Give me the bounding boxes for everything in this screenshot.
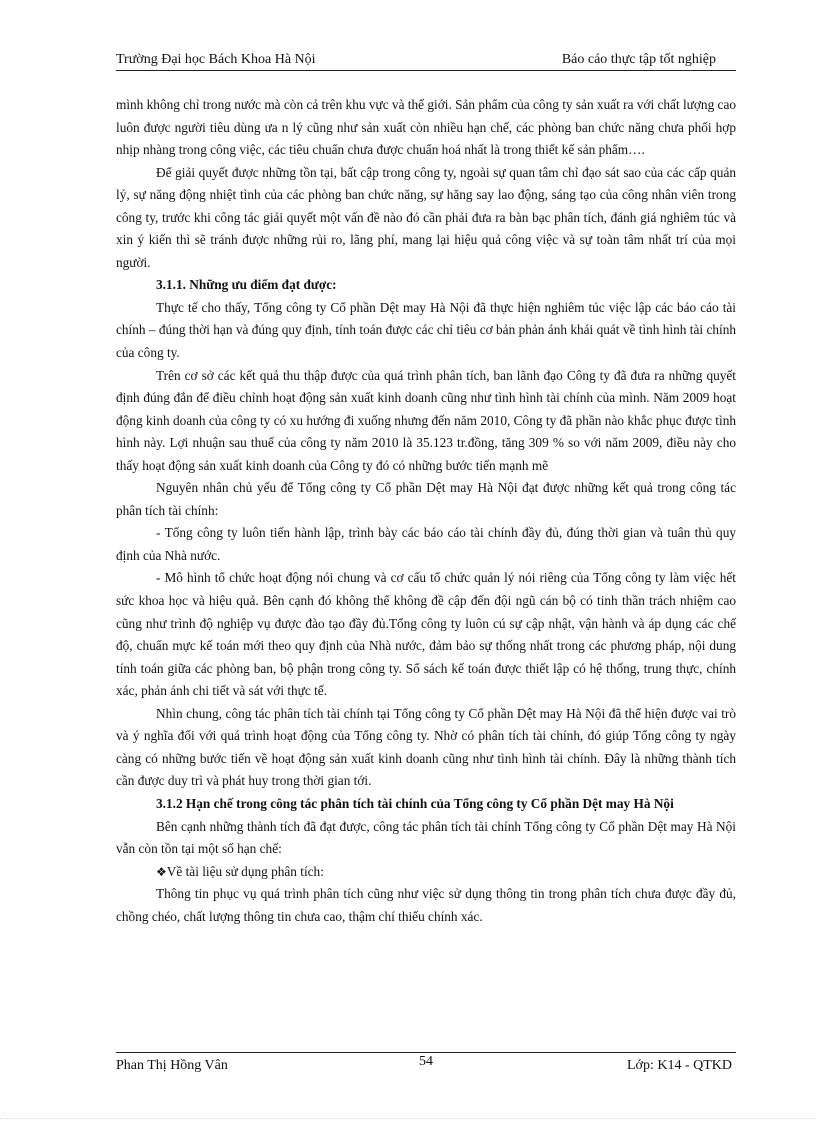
paragraph: Nguyên nhân chủ yếu để Tổng công ty Cổ phần Dệt may Hà Nội đạt được những kết quả trong công tác phân tích tài chính: xyxy=(116,480,736,518)
header-report-title: Báo cáo thực tập tốt nghiệp xyxy=(561,52,716,67)
footer-class: Lớp: K14 - QTKD xyxy=(627,1058,732,1073)
list-item: - Mô hình tổ chức hoạt động nói chung và cơ cấu tổ chức quản lý nói riêng của Tổng công ty làm việc hết sức khoa học và hiệu quả. Bên cạnh đó không thể không đề cập đến đội ngũ cán bộ có tinh thần trách nhiệm cao cũng như trình độ nghiệp vụ được đào tạo đầy đủ.Tổng công ty luôn cú sự cập nhật, vận hành và áp dụng các chế độ, chuẩn mực kế toán mới theo quy định của Nhà nước, đảm bảo sự thống nhất trong các phương pháp, nội dung tính toán giữa các phòng ban, bộ phận trong công ty. Sổ sách kế toán được thiết lập có hệ thống, trung thực, chính xác, phản ánh chi tiết và sát với thực tế. xyxy=(116,570,736,699)
page-footer xyxy=(116,1056,736,1076)
section-heading-3-1-1: 3.1.1. Những ưu điểm đạt được: xyxy=(156,277,337,293)
footer-author: Phan Thị Hồng Vân xyxy=(116,1058,228,1073)
paragraph: Trên cơ sở các kết quả thu thập được của quá trình phân tích, ban lãnh đạo Công ty đã đưa ra những quyết định đúng đắn để điều chỉnh hoạt động sản xuất kinh doanh cũng như tình hình tài chính của mình. Năm 2009 hoạt động kinh doanh của công ty có xu hướng đi xuống nhưng đến năm 2010, Công ty đã phần nào khắc phục được tình hình này. Lợi nhuận sau thuế của công ty năm 2010 là 35.123 tr.đồng, tăng 309 % so với năm 2009, điều này cho thấy hoạt động sản xuất kinh doanh của Công ty đó có những bước tiến mạnh mẽ xyxy=(116,367,736,473)
bullet-text: Về tài liệu sử dụng phân tích: xyxy=(166,863,324,879)
footer-divider xyxy=(116,1052,736,1053)
section-heading-3-1-2: 3.1.2 Hạn chế trong công tác phân tích tài chính của Tổng công ty Cổ phần Dệt may Hà Nội xyxy=(156,795,674,811)
bullet-item xyxy=(116,861,736,884)
page-body xyxy=(116,94,736,928)
paragraph: Bên cạnh những thành tích đã đạt được, công tác phân tích tài chính Tổng công ty Cổ phần Dệt may Hà Nội vẫn còn tồn tại một số hạn chế: xyxy=(116,818,736,857)
paragraph: Thực tế cho thấy, Tổng công ty Cổ phần Dệt may Hà Nội đã thực hiện nghiêm túc việc lập các báo cáo tài chính – đúng thời hạn và đúng quy định, tính toán được các chỉ tiêu cơ bản phản ánh khái quát về tình hình tài chính của công ty. xyxy=(116,299,736,361)
paragraph: Để giải quyết được những tồn tại, bất cập trong công ty, ngoài sự quan tâm chỉ đạo sát sao của các cấp quản lý, sự năng động nhiệt tình của các phòng ban chức năng, sự hăng say lao động, sáng tạo của công nhân viên trong công ty, trước khi công tác giải quyết một vấn đề nào đó cần phải đưa ra bàn bạc phân tích, đánh giá nghiêm túc và xin ý kiến thì sẽ tránh được những rủi ro, lãng phí, mang lại hiệu quả công việc và sự toàn tâm nhất trí của mọi người. xyxy=(116,164,736,270)
paragraph: mình không chỉ trong nước mà còn cả trên khu vực và thế giới. Sản phẩm của công ty sản xuất ra với chất lượng cao luôn được người tiêu dùng ưa n lý cũng như sản xuất còn nhiều hạn chế, các phòng ban chức năng chưa phối hợp nhịp nhàng trong công việc, các tiêu chuẩn chưa được chuẩn hoá nhất là trong thiết kế sản phẩm…. xyxy=(116,97,736,158)
page-edge-divider xyxy=(0,1118,816,1120)
paragraph: Thông tin phục vụ quá trình phân tích cũng như việc sử dụng thông tin trong phân tích chưa được đầy đủ, chồng chéo, chất lượng thông tin chưa cao, thậm chí thiếu chính xác. xyxy=(116,886,736,924)
page-number: 54 xyxy=(419,1054,433,1069)
paragraph: Nhìn chung, công tác phân tích tài chính tại Tổng công ty Cổ phần Dệt may Hà Nội đã thể hiện được vai trò và ý nghĩa đối với quá trình hoạt động của Tổng công ty. Nhờ có phân tích tài chính, đó giúp Tổng công ty ngày càng có những bước tiến về hoạt động sản xuất kinh doanh cũng như tình hình tài chính. Đây là những thành tích cần được duy trì và phát huy trong thời gian tới. xyxy=(116,705,736,789)
page-header xyxy=(116,50,736,71)
diamond-bullet-icon: ❖ xyxy=(156,864,167,879)
header-university: Trường Đại học Bách Khoa Hà Nội xyxy=(116,52,316,67)
list-item: - Tổng công ty luôn tiến hành lập, trình bày các báo cáo tài chính đầy đủ, đúng thời gian và tuân thủ quy định của Nhà nước. xyxy=(116,525,736,563)
